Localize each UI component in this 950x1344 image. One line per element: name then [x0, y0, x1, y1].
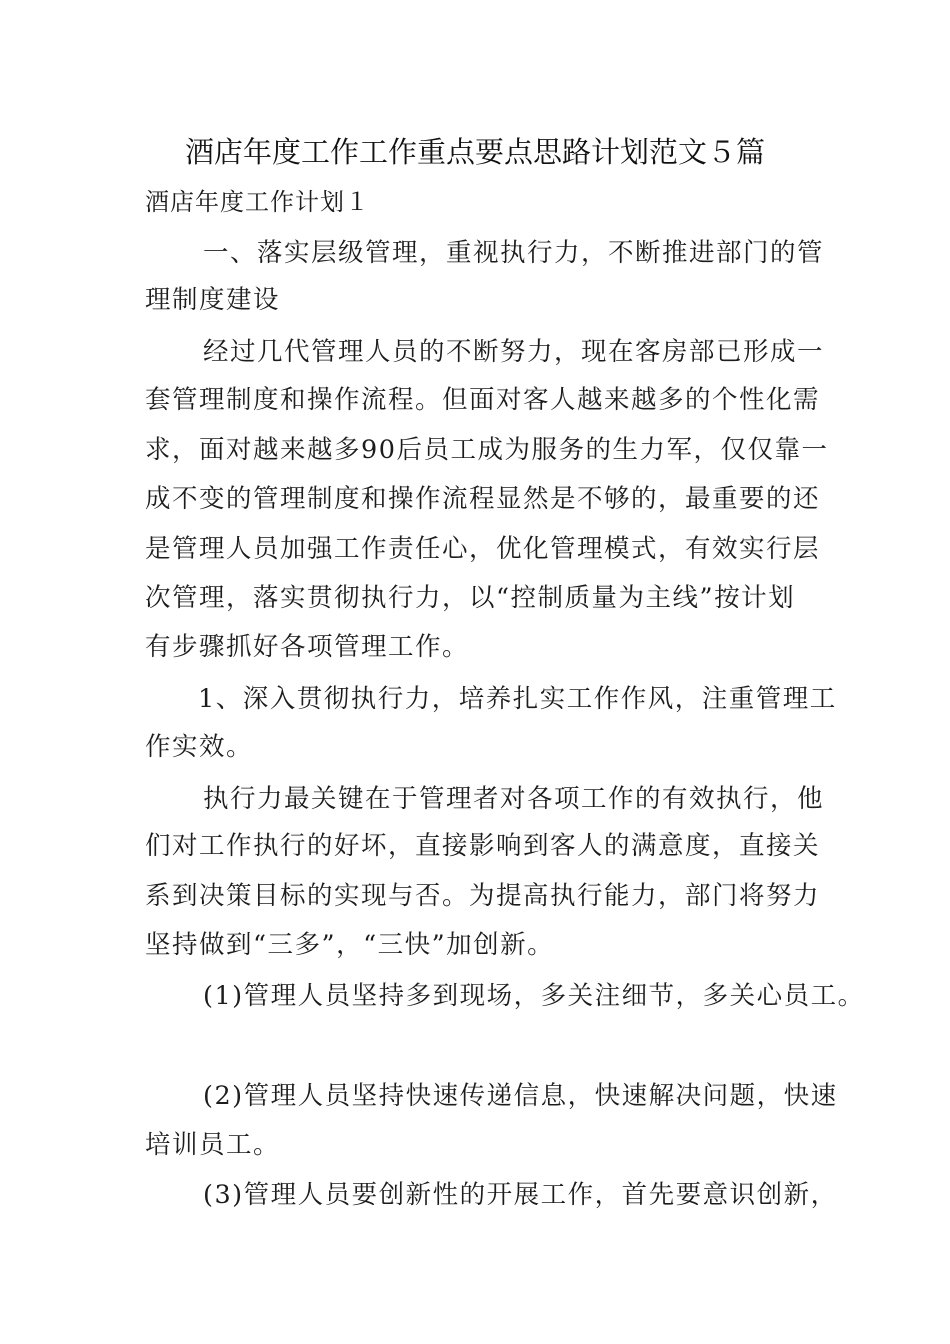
paragraph-line: 执行力最关键在于管理者对各项工作的有效执行，他: [203, 784, 825, 814]
paragraph-line: (1)管理人员坚持多到现场，多关注细节，多关心员工。: [203, 981, 865, 1011]
paragraph-line: 1、深入贯彻执行力，培养扎实工作作风，注重管理工: [198, 684, 837, 714]
paragraph-line: 系到决策目标的实现与否。为提高执行能力，部门将努力: [145, 881, 821, 911]
paragraph-line: 作实效。: [145, 732, 254, 762]
paragraph-line: 坚持做到“三多”，“三快”加创新。: [145, 930, 555, 960]
paragraph-line: 经过几代管理人员的不断努力，现在客房部已形成一: [203, 337, 825, 367]
paragraph-line: (2)管理人员坚持快速传递信息，快速解决问题，快速: [203, 1081, 838, 1111]
paragraph-line: 求，面对越来越多90后员工成为服务的生力军，仅仅靠一: [145, 435, 829, 465]
section-heading: 酒店年度工作计划１: [145, 188, 370, 216]
paragraph-line: 理制度建设: [145, 285, 281, 315]
paragraph-line: 是管理人员加强工作责任心，优化管理模式，有效实行层: [145, 534, 821, 564]
paragraph-line: 们对工作执行的好坏，直接影响到客人的满意度，直接关: [145, 831, 821, 861]
document-title: 酒店年度工作工作重点要点思路计划范文５篇: [184, 135, 765, 169]
paragraph-line: (3)管理人员要创新性的开展工作，首先要意识创新，: [203, 1180, 838, 1210]
paragraph-line: 成不变的管理制度和操作流程显然是不够的，最重要的还: [145, 484, 821, 514]
paragraph-line: 次管理，落实贯彻执行力，以“控制质量为主线”按计划: [145, 583, 796, 613]
paragraph-line: 一、落实层级管理，重视执行力，不断推进部门的管: [203, 238, 825, 268]
paragraph-line: 有步骤抓好各项管理工作。: [145, 632, 470, 662]
paragraph-line: 套管理制度和操作流程。但面对客人越来越多的个性化需: [145, 385, 821, 415]
paragraph-line: 培训员工。: [145, 1130, 281, 1160]
